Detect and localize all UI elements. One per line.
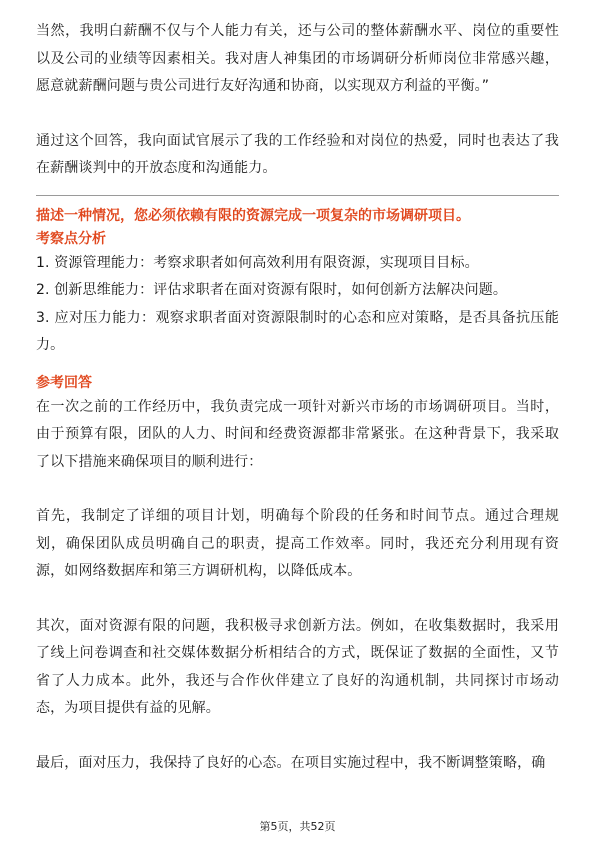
paragraph-gap	[36, 476, 559, 503]
paragraph-gap	[36, 101, 559, 128]
analysis-item-2: 2. 创新思维能力：评估求职者在面对资源有限时，如何创新方法解决问题。	[36, 282, 508, 298]
page-number: 第5页，共52页	[259, 820, 336, 833]
answer-paragraph-1: 在一次之前的工作经历中，我负责完成一项针对新兴市场的市场调研项目。当时，由于预算有限，团队的人力、时间和经费资源都非常紧张。在这种背景下，我采取了以下措施来确保项目的顺利进行：	[36, 398, 559, 470]
paragraph-gap	[36, 723, 559, 750]
analysis-heading: 考察点分析	[36, 230, 106, 247]
answer-paragraph-4: 最后，面对压力，我保持了良好的心态。在项目实施过程中，我不断调整策略，确	[36, 754, 546, 771]
page-content	[36, 18, 559, 777]
answer-heading: 参考回答	[36, 374, 92, 391]
answer-paragraph-2: 首先，我制定了详细的项目计划，明确每个阶段的任务和时间节点。通过合理规划，确保团队成员明确自己的职责，提高工作效率。同时，我还充分利用现有资源，如网络数据库和第三方调研机构，以降低成本。	[36, 508, 559, 579]
section-divider	[36, 195, 559, 196]
analysis-item-1: 1. 资源管理能力：考察求职者如何高效利用有限资源，实现项目目标。	[36, 254, 479, 271]
analysis-item-3: 3. 应对压力能力：观察求职者面对资源限制时的心态和应对策略，是否具备抗压能力。	[36, 309, 559, 353]
answer-paragraph-3: 其次，面对资源有限的问题，我积极寻求创新方法。例如，在收集数据时，我采用了线上问卷调查和社交媒体数据分析相结合的方式，既保证了数据的全面性，又节省了人力成本。此外，我还与合作伙伴建立了良好的沟通机制，共同探讨市场动态，为项目提供有益的见解。	[36, 617, 559, 716]
section-gap	[36, 360, 559, 372]
intro-paragraph-2: 通过这个回答，我向面试官展示了我的工作经验和对岗位的热爱，同时也表达了我在薪酬谈判中的开放态度和沟通能力。	[36, 132, 559, 176]
intro-paragraph-1: 当然，我明白薪酬不仅与个人能力有关，还与公司的整体薪酬水平、岗位的重要性以及公司的业绩等因素相关。我对唐人神集团的市场调研分析师岗位非常感兴趣，愿意就薪酬问题与贵公司进行友好沟通和协商，以实现双方利益的平衡。”	[36, 23, 559, 94]
paragraph-gap	[36, 586, 559, 613]
interview-question: 描述一种情况，您必须依赖有限的资源完成一项复杂的市场调研项目。	[36, 207, 470, 224]
